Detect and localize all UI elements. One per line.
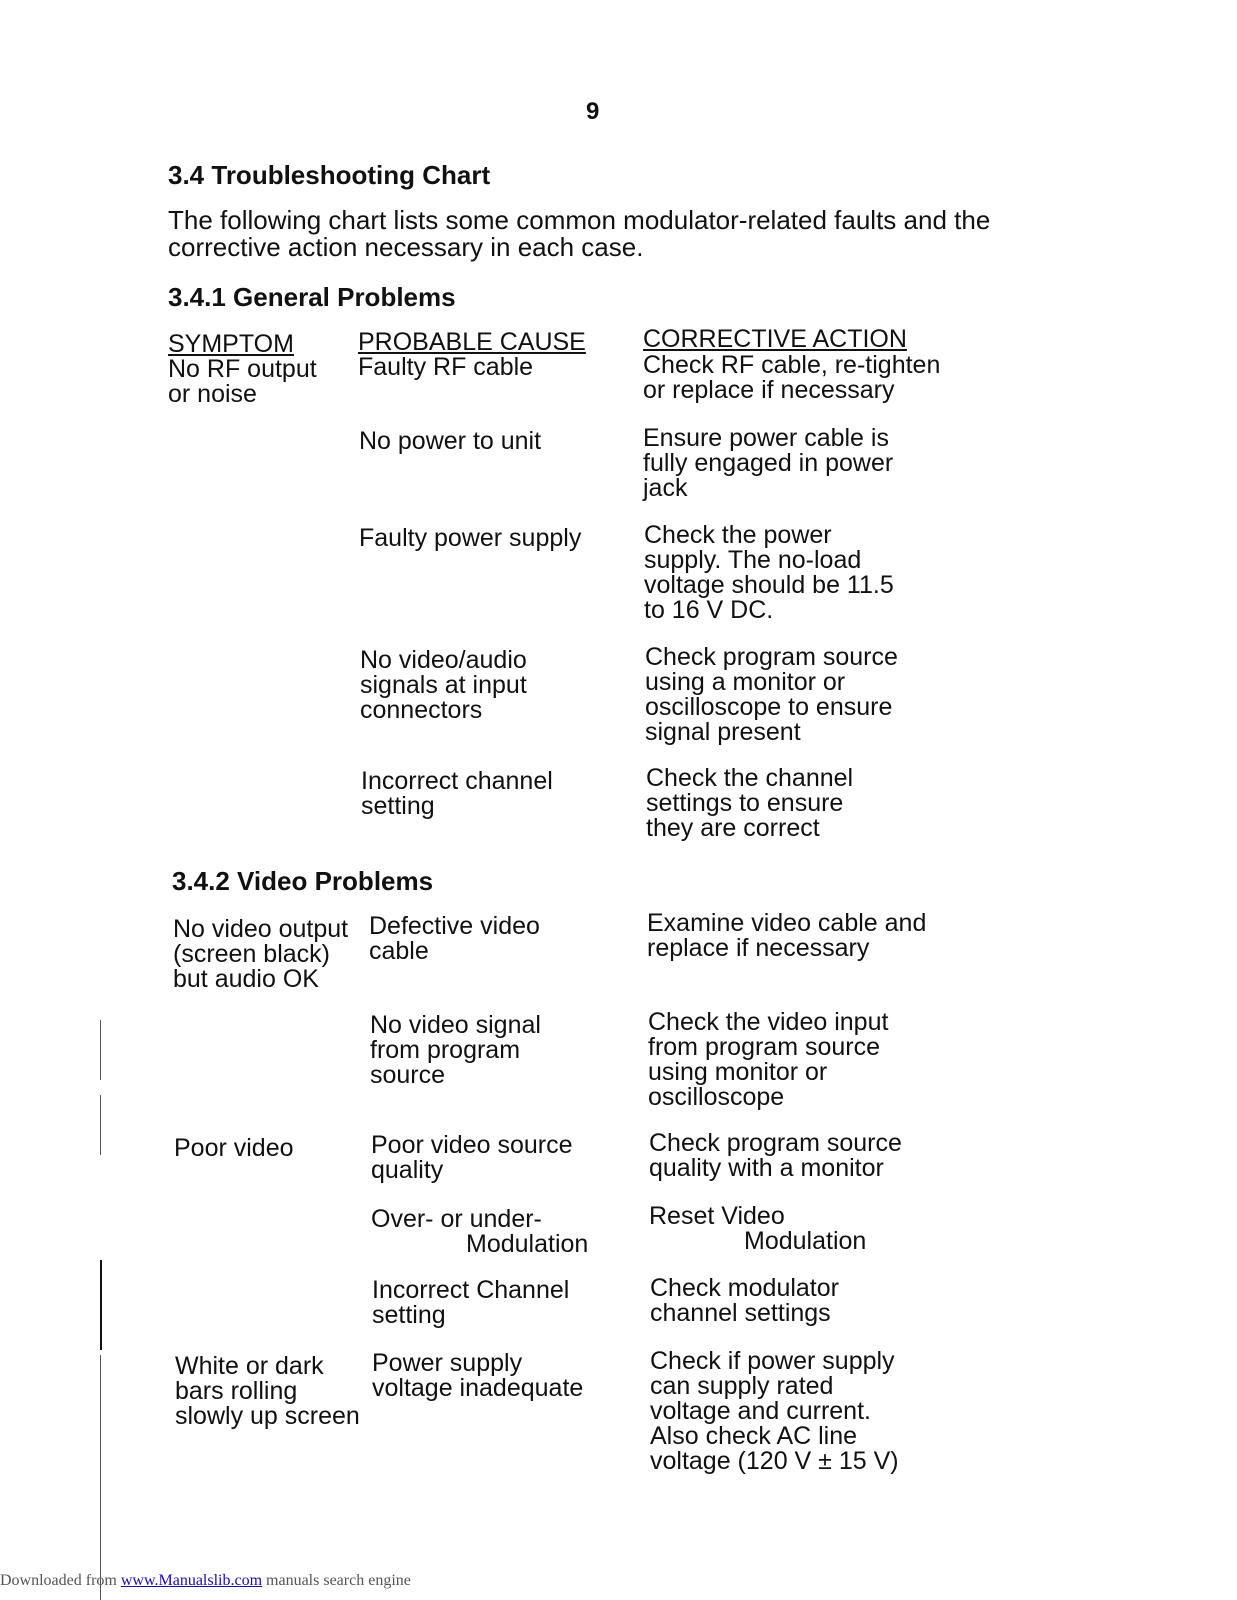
manualslib-link[interactable]: www.Manualslib.com	[120, 1572, 263, 1589]
video-row-5-action: Check modulator channel settings	[650, 1274, 839, 1327]
section-title: 3.4 Troubleshooting Chart	[168, 160, 491, 190]
video-row-4-cause-line-2: Modulation	[466, 1230, 589, 1258]
video-row-4-action	[649, 1204, 866, 1254]
video-row-2-action: Check the video input from program source using monitor or oscilloscope	[648, 1008, 889, 1111]
general-row-5-cause: Incorrect channel setting	[361, 767, 553, 820]
video-row-5-cause: Incorrect Channel setting	[372, 1276, 570, 1329]
general-row-4-cause: No video/audio signals at input connectors	[360, 646, 527, 724]
video-row-6-symptom: White or dark bars rolling slowly up screen	[175, 1352, 360, 1430]
corrective-action-column-header: CORRECTIVE ACTION	[643, 325, 907, 353]
video-row-1-action: Examine video cable and replace if necessary	[647, 909, 927, 962]
general-row-2-cause: No power to unit	[359, 427, 542, 455]
video-row-6-cause: Power supply voltage inadequate	[372, 1349, 584, 1402]
video-row-3-symptom: Poor video	[174, 1134, 294, 1162]
margin-scan-line	[100, 1260, 102, 1350]
general-row-1-cause: Faulty RF cable	[358, 353, 534, 381]
download-footer	[0, 1572, 411, 1590]
margin-scan-line	[100, 1095, 101, 1155]
video-row-1-cause: Defective video cable	[369, 912, 540, 965]
footer-suffix: manuals search engine	[262, 1572, 411, 1589]
general-row-2-action: Ensure power cable is fully engaged in power jack	[643, 424, 894, 502]
probable-cause-column-header: PROBABLE CAUSE	[358, 328, 586, 356]
margin-scan-line	[100, 1020, 101, 1080]
general-row-3-cause: Faulty power supply	[359, 524, 582, 552]
footer-prefix: Downloaded from	[0, 1572, 121, 1589]
video-problems-heading: 3.4.2 Video Problems	[172, 866, 434, 896]
general-row-1-symptom: No RF output or noise	[168, 355, 317, 408]
general-problems-heading: 3.4.1 General Problems	[168, 282, 456, 312]
general-row-3-action: Check the power supply. The no-load voltage should be 11.5 to 16 V DC.	[644, 521, 894, 624]
video-row-6-action: Check if power supply can supply rated voltage and current. Also check AC line voltage (120 V ± 15 V)	[650, 1347, 899, 1475]
video-row-3-cause: Poor video source quality	[371, 1131, 573, 1184]
video-row-2-cause: No video signal from program source	[370, 1011, 541, 1089]
video-row-4-cause-line-1: Over- or under-	[371, 1205, 542, 1233]
symptom-column-header: SYMPTOM	[168, 330, 294, 358]
intro-paragraph: The following chart lists some common modulator-related faults and the corrective action necessary in each case.	[168, 205, 991, 262]
video-row-4-cause	[371, 1207, 588, 1257]
general-row-4-action: Check program source using a monitor or oscilloscope to ensure signal present	[645, 643, 898, 746]
general-row-1-action: Check RF cable, re-tighten or replace if necessary	[643, 351, 941, 404]
general-row-5-action: Check the channel settings to ensure they are correct	[646, 764, 854, 842]
margin-scan-line	[100, 1355, 101, 1600]
page-number: 9	[586, 98, 600, 125]
video-row-3-action: Check program source quality with a monitor	[649, 1129, 902, 1182]
video-row-4-action-line-2: Modulation	[744, 1227, 867, 1255]
video-row-1-symptom: No video output (screen black) but audio OK	[173, 915, 349, 993]
video-row-4-action-line-1: Reset Video	[649, 1202, 785, 1230]
